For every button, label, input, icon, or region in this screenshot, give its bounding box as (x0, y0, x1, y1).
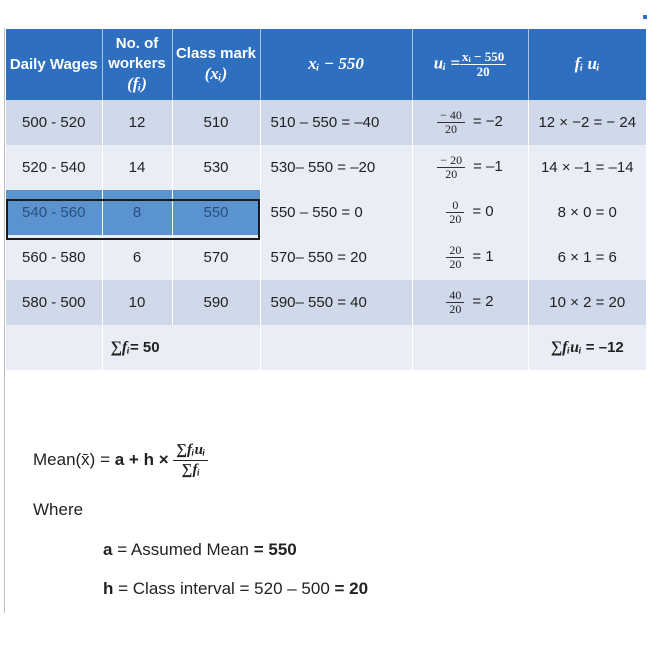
cell-dev: 570– 550 = 20 (260, 235, 412, 280)
header-deviation: xᵢ − 550 (260, 29, 412, 100)
assumed-mean-table (6, 29, 646, 370)
cell-fu: 6 × 1 = 6 (528, 235, 646, 280)
table-sum-row (6, 325, 646, 370)
cell-u: $\frac{40}{20}$ = 2 (412, 280, 528, 325)
cell-f: 14 (102, 145, 172, 190)
cell-wages: 500 - 520 (6, 100, 102, 145)
header-class-mark: Class mark (xᵢ) (172, 29, 260, 100)
header-u: uᵢ = $\frac{\text{xᵢ − 550}}{20}$ (412, 29, 528, 100)
table-row (6, 100, 646, 145)
cell-x: 510 (172, 100, 260, 145)
cell-u: $\frac{- 40}{20}$ = −2 (412, 100, 528, 145)
cell-f: 10 (102, 280, 172, 325)
table-row (6, 280, 646, 325)
class-interval-line: h = Class interval = 520 – 500 = 20 (103, 579, 369, 598)
cell-fu: 8 × 0 = 0 (528, 190, 646, 235)
cell-wages: 540 - 560 (6, 190, 102, 235)
cell-wages: 580 - 500 (6, 280, 102, 325)
cell-x: 550 (172, 190, 260, 235)
cell-dev: 510 – 550 = –40 (260, 100, 412, 145)
left-border-line (4, 28, 5, 613)
cell-f: 6 (102, 235, 172, 280)
cell-wages: 520 - 540 (6, 145, 102, 190)
cell-x: 570 (172, 235, 260, 280)
table-row-highlighted (6, 190, 646, 235)
cell-u: $\frac{0}{20}$ = 0 (412, 190, 528, 235)
where-label: Where (33, 500, 84, 519)
cell-f: 12 (102, 100, 172, 145)
corner-mark (643, 15, 647, 19)
formula-fraction: $\frac{\text{∑fᵢuᵢ}}{\text{∑fᵢ}}$ (173, 441, 208, 480)
header-daily-wages: Daily Wages (6, 29, 102, 100)
sum-fu: ∑fᵢuᵢ = –12 (528, 325, 646, 370)
cell-dev: 550 – 550 = 0 (260, 190, 412, 235)
cell-wages: 560 - 580 (6, 235, 102, 280)
cell-fu: 12 × −2 = − 24 (528, 100, 646, 145)
cell-dev: 590– 550 = 40 (260, 280, 412, 325)
cell-x: 590 (172, 280, 260, 325)
sum-f: ∑fᵢ= 50 (102, 325, 260, 370)
table-row (6, 235, 646, 280)
mean-formula: Mean(x̄) = a + h × $\frac{\text{∑fᵢuᵢ}}{\text{∑fᵢ}}$ (33, 441, 208, 480)
table-row (6, 145, 646, 190)
table-header-row (6, 29, 646, 100)
cell-u: $\frac{20}{20}$ = 1 (412, 235, 528, 280)
cell-dev: 530– 550 = –20 (260, 145, 412, 190)
cell-u: $\frac{- 20}{20}$ = –1 (412, 145, 528, 190)
cell-x: 530 (172, 145, 260, 190)
header-workers: No. of workers (fᵢ) (102, 29, 172, 100)
assumed-mean-line: a = Assumed Mean = 550 (103, 540, 297, 559)
cell-f: 8 (102, 190, 172, 235)
cell-fu: 14 × –1 = –14 (528, 145, 646, 190)
cell-fu: 10 × 2 = 20 (528, 280, 646, 325)
header-fu: fᵢ uᵢ (528, 29, 646, 100)
